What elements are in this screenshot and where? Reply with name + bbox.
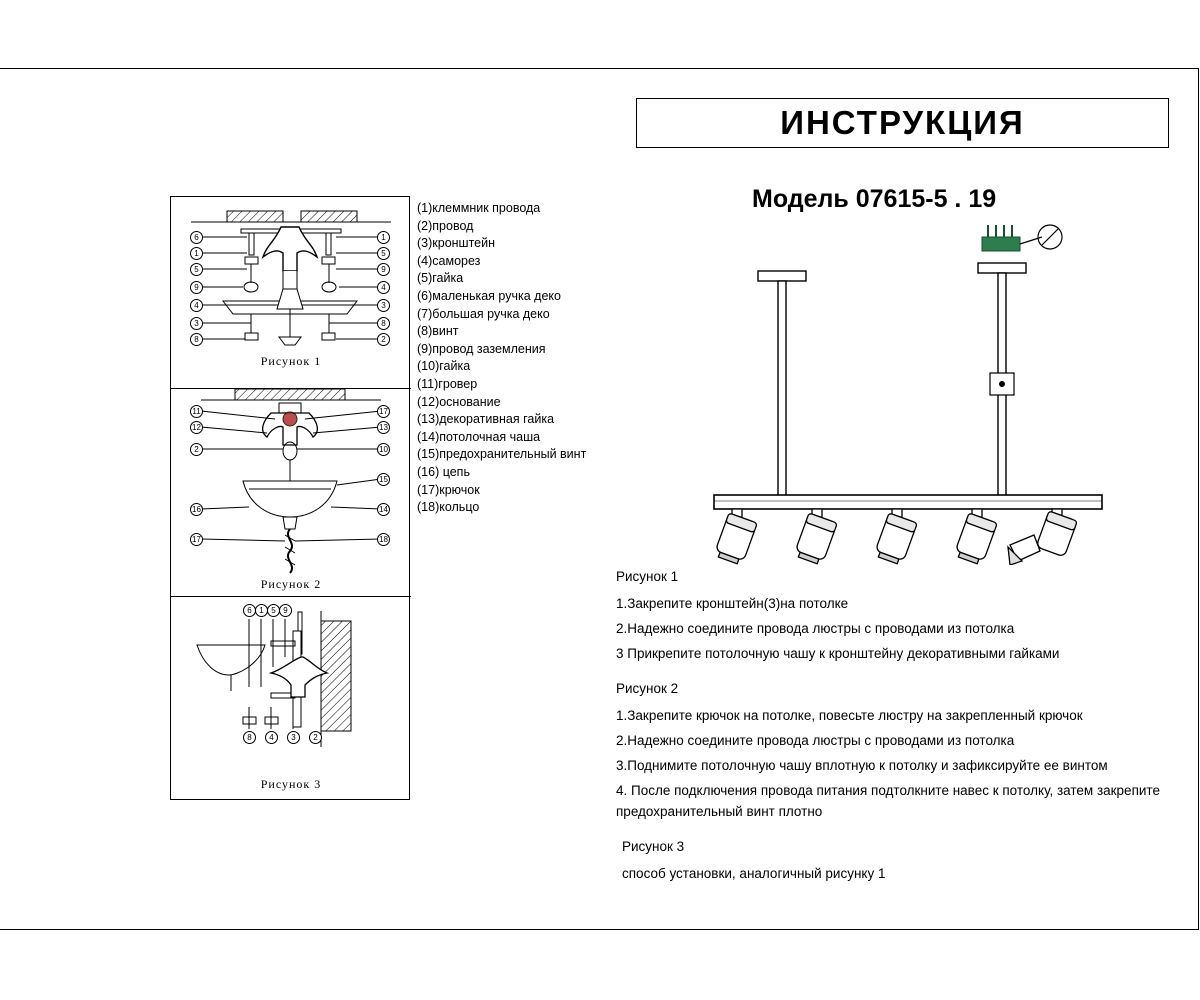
callout-fig1: 6 xyxy=(190,231,203,244)
model-label: Модель 07615-5 . 19 xyxy=(752,185,997,213)
callout-fig3: 3 xyxy=(287,731,300,744)
callout-fig1: 1 xyxy=(377,231,390,244)
callout-fig3: 6 xyxy=(243,604,256,617)
instruction-heading: Рисунок 3 xyxy=(622,839,685,854)
callout-fig3: 4 xyxy=(265,731,278,744)
figure-1-panel xyxy=(171,197,411,389)
callout-fig3: 1 xyxy=(255,604,268,617)
parts-list-item: (4)саморез xyxy=(417,253,481,268)
instruction-heading: Рисунок 1 xyxy=(616,569,679,584)
parts-list-item: (17)крючок xyxy=(417,482,480,497)
callout-fig1: 2 xyxy=(377,333,390,346)
callout-fig1: 8 xyxy=(190,333,203,346)
instruction-line: 1.Закрепите крючок на потолке, повесьте люстру на закрепленный крючок xyxy=(616,708,1083,723)
parts-list-item: (15)предохранительный винт xyxy=(417,447,587,462)
parts-list-item: (1)клеммник провода xyxy=(417,201,541,215)
instruction-heading: Рисунок 2 xyxy=(616,681,679,696)
parts-list-item: (9)провод заземления xyxy=(417,341,546,356)
parts-list-item: (16) цепь xyxy=(417,464,470,479)
instruction-line: 3.Поднимите потолочную чашу вплотную к потолку и зафиксируйте ее винтом xyxy=(616,758,1108,773)
callout-fig2: 16 xyxy=(190,503,203,516)
callout-fig2: 18 xyxy=(377,533,390,546)
callout-fig1: 3 xyxy=(190,317,203,330)
callout-fig2: 10 xyxy=(377,443,390,456)
callout-fig2: 11 xyxy=(190,405,203,418)
callout-fig1: 4 xyxy=(377,281,390,294)
parts-list-item: (7)большая ручка деко xyxy=(417,306,550,321)
instructions-text xyxy=(616,566,1176,898)
parts-list-item: (18)кольцо xyxy=(417,500,480,515)
callout-fig2: 2 xyxy=(190,443,203,456)
callout-fig2: 17 xyxy=(190,533,203,546)
callout-fig3: 9 xyxy=(279,604,292,617)
callout-fig1: 8 xyxy=(377,317,390,330)
callout-fig2: 17 xyxy=(377,405,390,418)
instruction-line: 1.Закрепите кронштейн(3)на потолке xyxy=(616,596,849,611)
callout-fig2: 12 xyxy=(190,421,203,434)
callout-fig1: 1 xyxy=(190,247,203,260)
title-box xyxy=(636,98,1169,148)
callout-fig1: 3 xyxy=(377,299,390,312)
instruction-block-1 xyxy=(616,566,1176,664)
parts-list-item: (5)гайка xyxy=(417,271,464,286)
figure-2-panel xyxy=(171,389,411,597)
parts-list-item: (11)гровер xyxy=(417,376,478,391)
parts-list-item: (3)кронштейн xyxy=(417,236,496,251)
callout-fig3: 5 xyxy=(267,604,280,617)
instruction-line: 2.Надежно соедините провода люстры с проводами из потолка xyxy=(616,621,1015,636)
parts-list-item: (13)декоративная гайка xyxy=(417,412,555,427)
diagram-panel xyxy=(170,196,410,800)
callout-fig3: 8 xyxy=(243,731,256,744)
page-title: ИНСТРУКЦИЯ xyxy=(780,104,1025,141)
figure-3-drawing xyxy=(171,597,409,797)
figure-1-caption: Рисунок 1 xyxy=(260,354,322,368)
figure-3-panel xyxy=(171,597,411,799)
callout-fig2: 13 xyxy=(377,421,390,434)
callout-fig2: 15 xyxy=(377,473,390,486)
callout-fig1: 9 xyxy=(377,263,390,276)
figure-3-caption: Рисунок 3 xyxy=(260,777,322,791)
parts-list-item: (12)основание xyxy=(417,394,501,409)
parts-list-item: (10)гайка xyxy=(417,359,471,374)
callout-fig1: 4 xyxy=(190,299,203,312)
callout-fig3: 2 xyxy=(309,731,322,744)
callout-fig2: 14 xyxy=(377,503,390,516)
callout-fig1: 5 xyxy=(377,247,390,260)
figure-2-caption: Рисунок 2 xyxy=(260,577,322,591)
figure-2-drawing xyxy=(171,389,409,596)
instruction-line: 3 Прикрепите потолочную чашу к кронштейну декоративными гайками xyxy=(616,646,1060,661)
instruction-block-3 xyxy=(616,836,1176,884)
instruction-block-2 xyxy=(616,678,1176,822)
callout-fig1: 5 xyxy=(190,263,203,276)
callout-fig1: 9 xyxy=(190,281,203,294)
parts-list-item: (6)маленькая ручка деко xyxy=(417,288,561,303)
instruction-line: способ установки, аналогичный рисунку 1 xyxy=(622,866,886,881)
instruction-line: 4. После подключения провода питания подтолкните навес к потолку, затем закрепите предохранительный винт плотно xyxy=(616,783,1160,819)
parts-list-item: (14)потолочная чаша xyxy=(417,429,541,444)
parts-list-item: (2)провод xyxy=(417,218,474,233)
instruction-line: 2.Надежно соедините провода люстры с проводами из потолка xyxy=(616,733,1015,748)
product-illustration xyxy=(630,215,1190,565)
parts-list-item: (8)винт xyxy=(417,324,459,339)
parts-list xyxy=(417,200,589,517)
